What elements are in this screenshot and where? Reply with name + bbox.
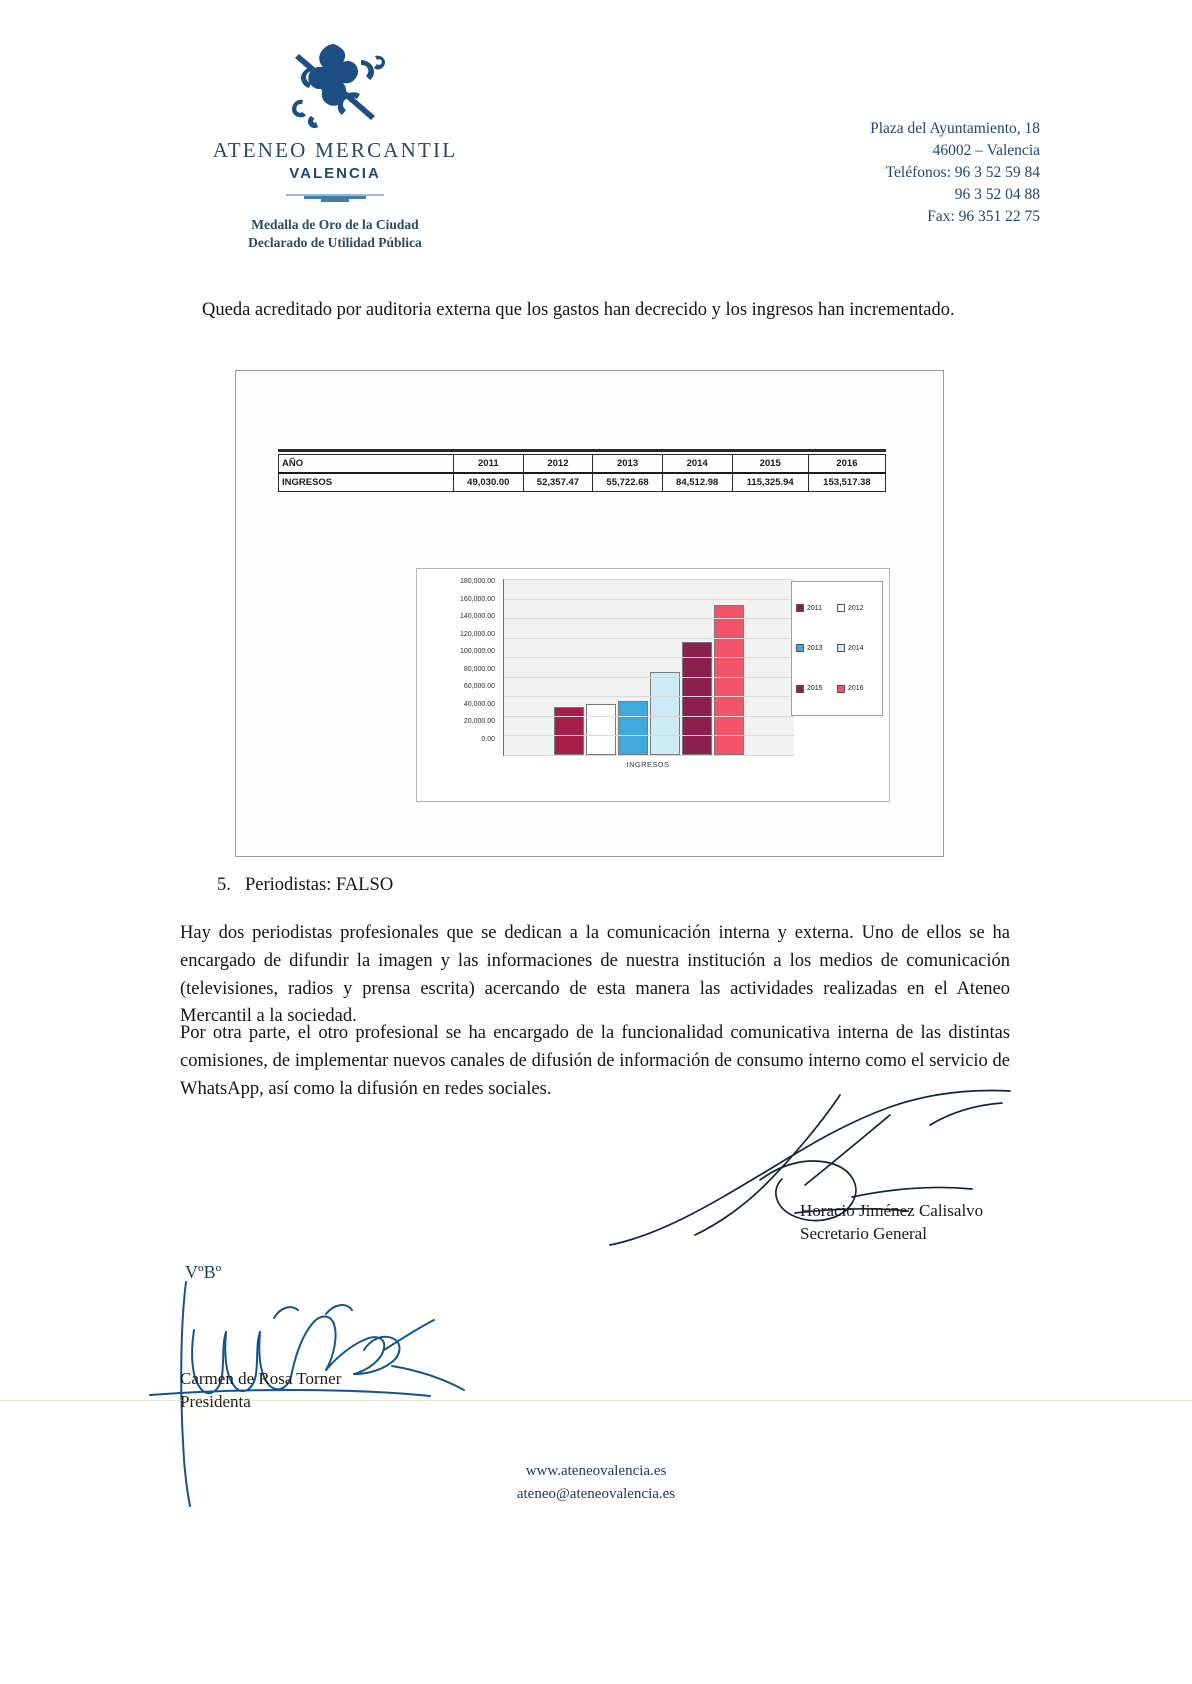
y-axis-tick-label: 0.00 [481,735,495,743]
table-header-year: 2016 [808,455,885,474]
legend-label: 2015 [807,685,823,693]
legend-item [837,672,878,705]
table-cell-value: 49,030.00 [454,473,524,492]
grid-line [504,579,794,580]
secretary-signature-caption [800,1200,983,1246]
legend-label: 2014 [848,644,864,652]
address-fax: Fax: 96 351 22 75 [927,208,1040,225]
legend-swatch [837,604,845,612]
legend-swatch [796,644,804,652]
legend-label: 2013 [807,644,823,652]
legend-item [796,672,837,705]
table-header-year: 2012 [523,455,593,474]
table-row-label: INGRESOS [279,473,454,492]
income-table [278,454,886,492]
legend-swatch [796,604,804,612]
rule-top [286,194,384,196]
scan-artifact-line [0,1400,1192,1401]
footer [0,1460,1192,1505]
bar-series-group [504,579,794,755]
y-axis-tick-label: 140,000.00 [459,613,495,620]
y-axis-tick-label: 160,000.00 [459,595,495,603]
legend-item [796,592,837,625]
vobo-label: VºBº [185,1262,222,1282]
y-axis-tick-label: 40,000.00 [463,700,495,708]
chart-bar [618,701,648,755]
y-axis-tick-label: 100,000.00 [459,648,495,655]
y-axis-tick-label: 120,000.00 [459,630,495,638]
grid-line [504,599,794,600]
table-cell-value: 52,357.47 [523,473,593,492]
list-item-5 [217,872,717,900]
president-name: Carmen de Rosa Torner [180,1369,342,1388]
org-name: ATENEO MERCANTIL [212,138,458,162]
legend-item [837,592,878,625]
table-header-year: 2013 [593,455,663,474]
grid-line [504,657,794,658]
legend-swatch [837,644,845,652]
legend-label: 2011 [807,604,823,612]
paragraph-2: Por otra parte, el otro profesional se ha encargado de la funcionalidad comunicativa interna de las distintas comisiones, de implementar nuevos canales de difusión de información de consumo interno como el servicio de WhatsApp, así como la difusión en redes sociales. [180,1023,1010,1099]
paragraph-1: Hay dos periodistas profesionales que se dedican a la comunicación interna y externa. Uno de ellos se ha encargado de difundir la imagen y las informaciones de nuestra institución a los medios de comunicación (televisiones, radios y prensa escrita) acercando de esta manera las actividades realizadas en el Ateneo Mercantil a la sociedad. [180,923,1010,1027]
address-block [870,118,1040,228]
decorative-rules [185,194,485,202]
list-item-title: Periodistas: FALSO [245,875,394,895]
medal-line-1: Medalla de Oro de la Ciudad [251,217,419,232]
address-street: Plaza del Ayuntamiento, 18 [870,120,1040,137]
grid-line [504,618,794,619]
org-city: VALENCIA [289,165,381,182]
y-axis-tick-label: 60,000.00 [463,683,495,690]
president-role: Presidenta [180,1391,251,1411]
secretary-role: Secretario General [800,1223,927,1243]
table-header-row [279,455,886,474]
medals-text [185,216,485,252]
table-cell-value: 115,325.94 [732,473,808,492]
grid-line [504,677,794,678]
chart-legend [791,581,883,716]
grid-line [504,638,794,639]
address-phone-2: 96 3 52 04 88 [954,186,1040,203]
table-row [279,473,886,492]
table-header-year: 2014 [662,455,732,474]
footer-email[interactable]: ateneo@ateneovalencia.es [516,1485,676,1502]
rule-bottom [321,199,349,202]
president-signature-caption [180,1368,341,1414]
table-cell-value: 153,517.38 [808,473,885,492]
logo-block [185,38,485,252]
legend-label: 2012 [848,604,864,612]
legend-item [796,632,837,665]
grid-line [504,716,794,717]
address-city: 46002 – Valencia [932,142,1040,159]
chart-bar [586,704,616,755]
y-axis-tick-label: 180,000.00 [459,578,495,585]
table-header-label: AÑO [279,455,454,474]
medal-line-2: Declarado de Utilidad Pública [248,235,422,251]
legend-item [837,632,878,665]
legend-label: 2016 [848,685,864,693]
grid-line [504,735,794,736]
y-axis-labels [423,577,495,752]
legend-swatch [837,685,845,693]
chart-bar [554,707,584,755]
table-cell-value: 84,512.98 [662,473,732,492]
secretary-name: Horacio Jiménez Calisalvo [800,1201,984,1220]
chart-bar [714,605,744,755]
x-axis-category-label: INGRESOS [626,760,670,769]
table-top-rule [278,449,886,452]
grid-line [504,755,794,756]
table-header-year: 2011 [454,455,524,474]
list-item-number: 5. [217,875,231,895]
y-axis-tick-label: 20,000.00 [463,718,495,725]
table-header-year: 2015 [732,455,808,474]
y-axis-tick-label: 80,000.00 [463,665,495,673]
address-phone-1: Teléfonos: 96 3 52 59 84 [885,164,1040,181]
table-cell-value: 55,722.68 [593,473,663,492]
income-table-body [279,455,886,492]
chart-bar [650,672,680,755]
chart-bar [682,642,712,755]
intro-paragraph: Queda acreditado por auditoria externa que los gastos han decrecido y los ingresos han incrementado. [202,300,955,320]
grid-line [504,696,794,697]
letterhead [0,0,1192,285]
footer-website[interactable]: www.ateneovalencia.es [525,1463,667,1479]
plot-grid-area [503,579,794,756]
ateneo-crest-icon [275,38,395,134]
chart-figure [235,370,944,857]
bar-chart-panel [416,568,890,802]
legend-swatch [796,685,804,693]
